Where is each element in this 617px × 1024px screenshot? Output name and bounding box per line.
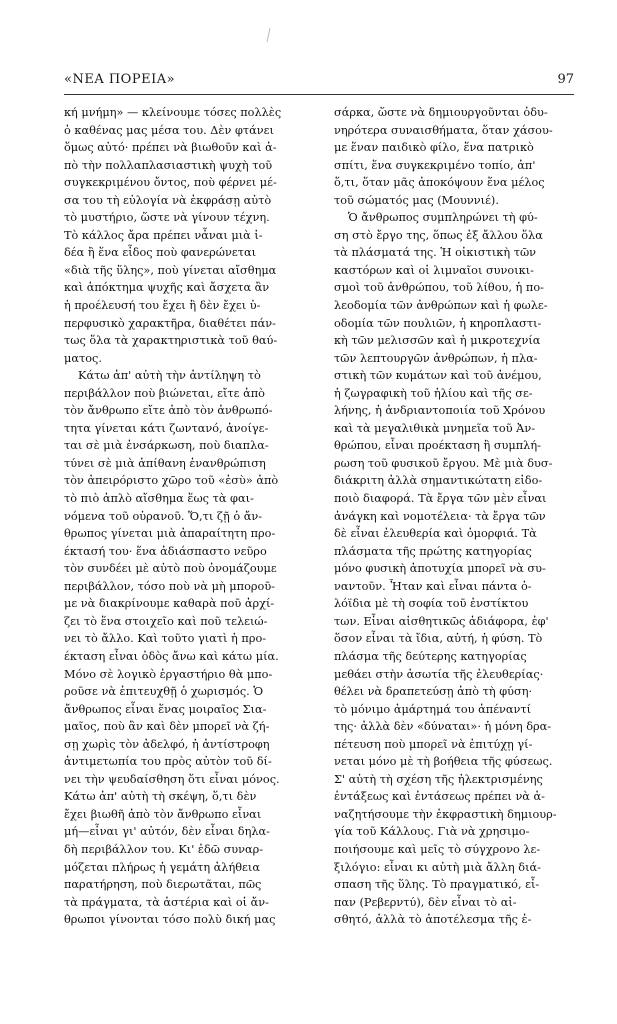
text-line: συγκεκριμένου ὄντος, ποὺ φέρνει μέ- <box>64 176 277 190</box>
text-line: περιβάλλον ποὺ βιώνεται, εἴτε ἀπὸ <box>64 386 265 400</box>
text-line: τὸ μυστήριο, ὥστε νὰ γίνουν τέχνη. <box>64 211 270 225</box>
header-rule <box>64 94 574 95</box>
text-line: πλάσματα τῆς πρώτης κατηγορίας <box>334 544 532 558</box>
text-line: σάρκα, ὥστε νὰ δημιουργοῦνται ὀδυ- <box>334 106 548 119</box>
text-line: ἔχει βιωθῆ ἀπὸ τὸν ἄνθρωπο εἶναι <box>64 807 262 821</box>
text-line: τητα γίνεται κάτι ζωντανό, ἀνοίγε- <box>64 421 269 435</box>
paragraph <box>334 104 572 209</box>
text-line: πλάσμα τῆς δεύτερης κατηγορίας <box>334 649 527 663</box>
text-line: τὸν ἀπειρόριστο χῶρο τοῦ «ἐσὺ» ἀπὸ <box>64 474 279 488</box>
text-line: λόϊδια μὲ τὴ σοφία τοῦ ἐνστίκτου <box>334 597 529 611</box>
text-line: νει τὸ ἄλλο. Καὶ τοῦτο γιατὶ ἡ προ- <box>64 632 267 646</box>
text-line: σθητό, ἀλλὰ τὸ ἀποτέλεσμα τῆς ἐ- <box>334 913 532 927</box>
text-line: δὴ περιβάλλον του. Κι' ἐδῶ συναρ- <box>64 842 264 856</box>
page-number: 97 <box>557 72 574 87</box>
journal-title: «ΝΕΑ ΠΟΡΕΙΑ» <box>64 72 176 87</box>
text-line: έκταση εἶναι ὁδὸς ἄνω καὶ κάτω μία. <box>64 649 279 663</box>
text-line: μαῖος, ποὺ ἂν καὶ δὲν μπορεῖ νὰ ζή- <box>64 720 270 734</box>
text-line: ὅ,τι, ὅταν μᾶς ἀποκόψουν ἕνα μέλος <box>334 176 545 190</box>
text-line: περφυσικὸ χαρακτῆρα, διαθέτει πάν- <box>64 316 276 330</box>
text-line: δὲ εἶναι ἐλευθερία καὶ ὁμορφιά. Τὰ <box>334 527 537 541</box>
text-line: θρωποι γίνονται τόσο πολὺ δική μας <box>64 913 276 927</box>
text-line: νει τὴν ψευδαίσθηση ὅτι εἶναι μόνος. <box>64 772 280 786</box>
text-line: τὸν συνδέει μὲ αὐτὸ ποὺ ὀνομάζουμε <box>64 562 277 576</box>
text-line: ὅμως αὐτό· πρέπει νὰ βιωθοῦν καὶ ἀ- <box>64 141 277 155</box>
text-line: τὸ πιὸ ἁπλὸ αἴσθημα ἕως τὰ φαι- <box>64 492 254 506</box>
text-line: έκτασή του· ἕνα ἀδιάσπαστο νεῦρο <box>64 544 267 558</box>
text-line: των. Εἶναι αἰσθητικῶς ἀδιάφορα, ἐφ' <box>334 614 549 628</box>
text-line: ἀνάγκη καὶ νομοτέλεια· τὰ ἔργα τῶν <box>334 509 546 523</box>
text-line: θέλει νὰ δραπετεύσῃ ἀπὸ τὴ φύση· <box>334 685 533 699</box>
text-line: θρωπος γίνεται μιὰ ἀπαραίτητη προ- <box>64 527 276 541</box>
text-line: τὰ πράγματα, τὰ ἀστέρια καὶ οἱ ἄν- <box>64 895 269 909</box>
running-header <box>64 72 574 90</box>
text-line: ὁ καθένας μας μέσα του. Δὲν φτάνει <box>64 123 274 137</box>
text-line: παρατήρηση, ποὺ διερωτᾶται, πῶς <box>64 878 262 892</box>
text-line: γία τοῦ Κάλλους. Γιὰ νὰ χρησιμο- <box>334 825 530 839</box>
text-line: οδομία τῶν πουλιῶν, ἡ κηροπλαστι- <box>334 316 542 330</box>
text-line: θρώπου, εἶναι προέκταση ἢ συμπλή- <box>334 439 541 453</box>
text-line: καὶ τὰ μεγαλιθικὰ μνημεῖα τοῦ Ἀν- <box>334 421 536 435</box>
text-line: ἀντιμετωπία του πρὸς αὐτὸν τοῦ δί- <box>64 755 272 769</box>
text-line: ροῦσε νὰ ἐπιτευχθῇ ὁ χωρισμός. Ὁ <box>64 685 264 699</box>
text-line: ματος. <box>64 351 102 365</box>
text-line: ἄνθρωπος εἶναι ἕνας μοιραῖος Σια- <box>64 702 267 716</box>
text-line: Κάτω ἀπ' αὐτὴ τὴν ἀντίληψη τὸ <box>78 369 261 383</box>
paragraph <box>64 367 302 929</box>
text-line: ση στὸ ἔργο της, ὅπως ἐξ ἄλλου ὅλα <box>334 228 543 242</box>
text-line: τύνει σὲ μιὰ ἀπίθανη ἐνανθρώπιση <box>64 456 266 470</box>
text-line: ἐντάξεως καὶ ἐντάσεως πρέπει νὰ ἀ- <box>334 790 545 804</box>
text-line: παν (Ρεβερντύ), δὲν εἶναι τὸ αἰ- <box>334 895 517 909</box>
text-line: σμοὶ τοῦ ἀνθρώπου, τοῦ λίθου, ἡ πο- <box>334 281 544 295</box>
text-line: λεοδομία τῶν ἀνθρώπων καὶ ἡ φωλε- <box>334 299 548 313</box>
text-line: σπίτι, ἕνα συγκεκριμένο τοπίο, ἀπ' <box>334 158 536 172</box>
text-line: ναζητήσουμε τὴν ἐκφραστικὴ δημιουρ- <box>334 807 557 821</box>
text-line: τοῦ σώματός μας (Μουννιέ). <box>334 193 499 207</box>
text-line: τὸ μόνιμο ἁμάρτημά του ἀπέναντί <box>334 702 532 716</box>
text-line: πὸ τὴν πολλαπλασιαστικὴ ψυχὴ τοῦ <box>64 158 273 172</box>
text-line: περιβάλλον, τόσο ποὺ νὰ μὴ μποροῦ- <box>64 579 276 593</box>
text-line: Σ' αὐτὴ τὴ σχέση τῆς ἠλεκτρισμένης <box>334 772 543 786</box>
text-line: ξιλόγιο: εἶναι κι αὐτὴ μιὰ ἄλλη διά- <box>334 860 541 874</box>
text-line: ρωση τοῦ φυσικοῦ ἔργου. Μὲ μιὰ δυσ- <box>334 456 553 470</box>
text-line: ποιήσουμε καὶ μεῖς τὸ σύγχρονο λε- <box>334 842 541 856</box>
text-line: Ὁ ἄνθρωπος συμπληρώνει τὴ φύ- <box>348 211 538 225</box>
text-line: νεται μόνο μὲ τὴ βοήθεια τῆς φύσεως. <box>334 755 553 769</box>
text-line: με ἕναν παιδικὸ φίλο, ἕνα πατρικὸ <box>334 141 534 155</box>
text-line: καὶ ἀπόκτημα ψυχῆς καὶ ἄσχετα ἂν <box>64 281 270 295</box>
text-line: διάκριτη ἀλλὰ σημαντικώτατη εἰδο- <box>334 474 543 488</box>
text-line: Τὸ κάλλος ἄρα πρέπει νἆναι μιὰ ἰ- <box>64 228 263 242</box>
left-column <box>64 104 302 929</box>
text-line: ναντοῦν. Ἦταν καὶ εἶναι πάντα ὁ- <box>334 579 532 593</box>
text-line: καστόρων καὶ οἱ λιμναῖοι συνοικι- <box>334 263 534 277</box>
text-line: σῃ χωρὶς τὸν ἀδελφό, ἡ ἀντίστροφη <box>64 737 270 751</box>
text-line: ται σὲ μιὰ ἐνσάρκωση, ποὺ διαπλα- <box>64 439 269 453</box>
text-line: μόνο φυσικὴ ἀποτυχία μπορεῖ νὰ συ- <box>334 562 546 576</box>
text-line: ποιὸ διαφορά. Τὰ ἔργα τῶν μὲν εἶναι <box>334 492 547 506</box>
text-line: νόμενα τοῦ οὐρανοῦ. Ὅ,τι ζῇ ὁ ἄν- <box>64 509 263 523</box>
text-line: πέτευση ποὺ μπορεῖ νὰ ἐπιτύχῃ γί- <box>334 737 533 751</box>
text-line: ὅσον εἶναι τὰ ἴδια, αὐτή, ἡ φύση. Τὸ <box>334 632 543 646</box>
text-line: τὸν ἄνθρωπο εἴτε ἀπὸ τὸν ἀνθρωπό- <box>64 404 273 418</box>
text-line: ζει τὸ ἕνα στοιχεῖο καὶ ποῦ τελειώ- <box>64 614 268 628</box>
text-line: λήνης, ἡ ἀνδριαντοποιία τοῦ Χρόνου <box>334 404 546 418</box>
text-line: ἡ ζωγραφικὴ τοῦ ἡλίου καὶ τῆς σε- <box>334 386 533 400</box>
text-line: μόζεται πλήρως ἡ γεμάτη ἀλήθεια <box>64 860 260 874</box>
text-line: της· ἀλλὰ δὲν «δύναται»· ἡ μόνη δρα- <box>334 720 552 734</box>
text-line: τως ὅλα τὰ χαρακτηριστικὰ τοῦ θαύ- <box>64 334 278 348</box>
paragraph <box>334 209 572 928</box>
text-line: τῶν λεπτουργῶν ἀνθρώπων, ἡ πλα- <box>334 351 538 365</box>
scan-mark <box>267 28 271 42</box>
text-line: «διὰ τῆς ὕλης», ποὺ γίνεται αἴσθημα <box>64 263 277 277</box>
text-line: στικὴ τῶν κυμάτων καὶ τοῦ ἀνέμου, <box>334 369 542 383</box>
text-line: σα του τὴ εὐλογία νὰ ἐκφράσῃ αὐτὸ <box>64 193 272 207</box>
text-line: μεθάει στὴν ἀσωτία τῆς ἐλευθερίας· <box>334 667 544 681</box>
text-line: κὴ τῶν μελισσῶν καὶ ἡ μικροτεχνία <box>334 334 541 348</box>
text-line: Μόνο σὲ λογικὸ ἐργαστήριο θὰ μπο- <box>64 667 273 681</box>
right-column <box>334 104 572 929</box>
text-line: κή μνήμη» — κλείνουμε τόσες πολλὲς <box>64 106 282 119</box>
text-line: ἡ προέλευσή του ἔχει ἢ δὲν ἔχει ὑ- <box>64 299 261 313</box>
text-line: νηρότερα συναισθήματα, ὅταν χάσου- <box>334 123 553 137</box>
text-line: τὰ πλάσματά της. Ἡ οἰκιστικὴ τῶν <box>334 246 537 260</box>
text-line: μή—εἶναι γι' αὐτόν, δὲν εἶναι δηλα- <box>64 825 270 839</box>
text-line: Κάτω ἀπ' αὐτὴ τὴ σκέψη, ὅ,τι δὲν <box>64 790 257 804</box>
text-line: με νὰ διακρίνουμε καθαρὰ ποῦ ἀρχί- <box>64 597 275 611</box>
text-line: σπαση τῆς ὕλης. Τὸ πραγματικό, εἶ- <box>334 878 540 892</box>
text-line: δέα ἢ ἕνα εἶδος ποὺ φανερώνεται <box>64 246 257 260</box>
paragraph <box>64 104 302 367</box>
